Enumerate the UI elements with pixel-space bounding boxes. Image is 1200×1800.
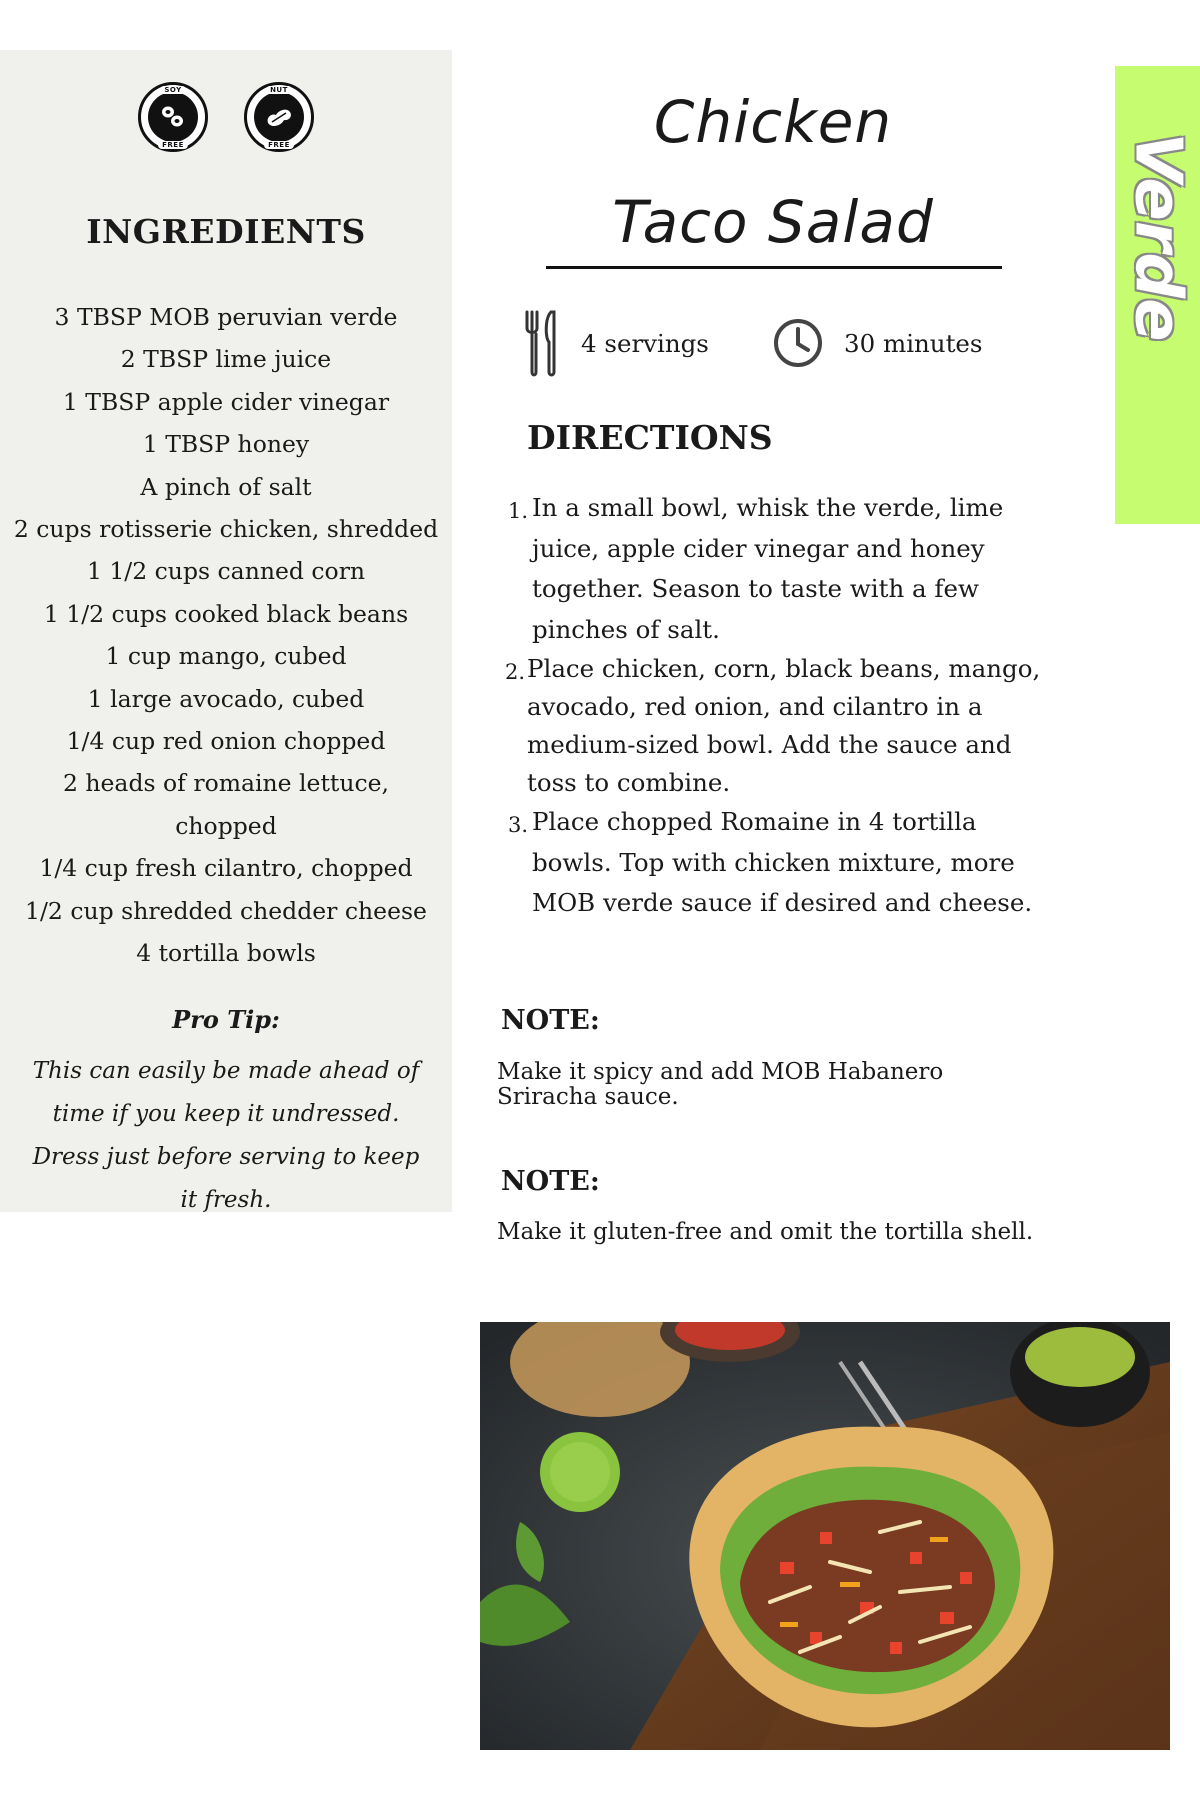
soybean-icon [158,103,188,131]
clock-icon [772,317,824,369]
verde-side-tab [1115,66,1200,524]
taco-salad-photo [480,1322,1170,1750]
step-number: 1. [508,499,529,523]
step-text: Place chicken, corn, black beans, mango, avocado, red onion, and cilantro in a medium-sized bowl. Add the sauce and toss to combine. [527,654,1041,797]
ingredient-item: 2 cups rotisserie chicken, shredded [13,515,439,544]
ingredients-title: INGREDIENTS [86,212,366,251]
ingredient-item: 4 tortilla bowls [136,939,316,968]
directions-list [505,488,1048,924]
ingredient-item: 2 heads of romaine lettuce, [62,769,390,798]
badge-bottom-text: FREE [264,141,294,149]
badge-top-text: SOY [160,86,186,94]
ingredient-item: 1/4 cup fresh cilantro, chopped [39,854,413,883]
nut-free-badge [244,82,314,152]
note-body: Make it gluten-free and omit the tortilla shell. [497,1219,1034,1245]
pro-tip-body: This can easily be made ahead of time if you keep it undressed. Dress just before serving to keep it fresh. [32,1058,420,1213]
soy-free-badge [138,82,208,152]
ingredients-list [0,296,452,975]
pro-tip-title: Pro Tip: [172,1005,280,1034]
ingredient-item: chopped [175,811,277,840]
recipe-title-line1: Chicken [653,88,893,156]
step-text: Place chopped Romaine in 4 tortilla bowls. Top with chicken mixture, more MOB verde sauce if desired and cheese. [532,807,1033,917]
ingredient-item: 1 1/2 cups cooked black beans [43,599,409,628]
direction-step [508,802,1048,924]
note-title: NOTE: [501,1005,600,1036]
peanut-icon [264,103,294,131]
step-number: 2. [505,660,526,684]
allergen-badges [0,82,452,152]
ingredient-item: 1 1/2 cups canned corn [86,557,366,586]
note-body: Make it spicy and add MOB Habanero Sriracha sauce. [497,1059,944,1110]
verde-tab-label: Verde [1120,132,1195,342]
ingredient-item: 1 TBSP apple cider vinegar [62,387,390,416]
ingredient-item: 1 cup mango, cubed [105,642,347,671]
ingredient-item: 1/4 cup red onion chopped [66,727,386,756]
ingredient-item: 1 TBSP honey [142,430,310,459]
ingredient-item: 2 TBSP lime juice [120,345,332,374]
servings-info [523,308,709,378]
fork-knife-icon [523,308,559,378]
servings-text: 4 servings [581,328,709,358]
ingredient-item: 1/2 cup shredded chedder cheese [25,896,427,925]
directions-title: DIRECTIONS [527,418,773,457]
step-number: 3. [508,813,529,837]
ingredient-item: 3 TBSP MOB peruvian verde [54,303,398,331]
ingredient-item: 1 large avocado, cubed [87,684,365,713]
ingredient-item: A pinch of salt [140,472,312,501]
direction-step [505,650,1048,802]
badge-top-text: NUT [266,86,292,94]
photo-illustration [480,1322,1170,1750]
step-text: In a small bowl, whisk the verde, lime juice, apple cider vinegar and honey together. Season to taste with a few pinches of salt. [532,493,1004,644]
time-info [772,308,983,378]
recipe-title-line2: Taco Salad [612,188,934,256]
direction-step [508,488,1048,650]
time-text: 30 minutes [844,328,983,358]
badge-bottom-text: FREE [158,141,188,149]
title-underline [546,266,1002,269]
note-title: NOTE: [501,1166,600,1197]
